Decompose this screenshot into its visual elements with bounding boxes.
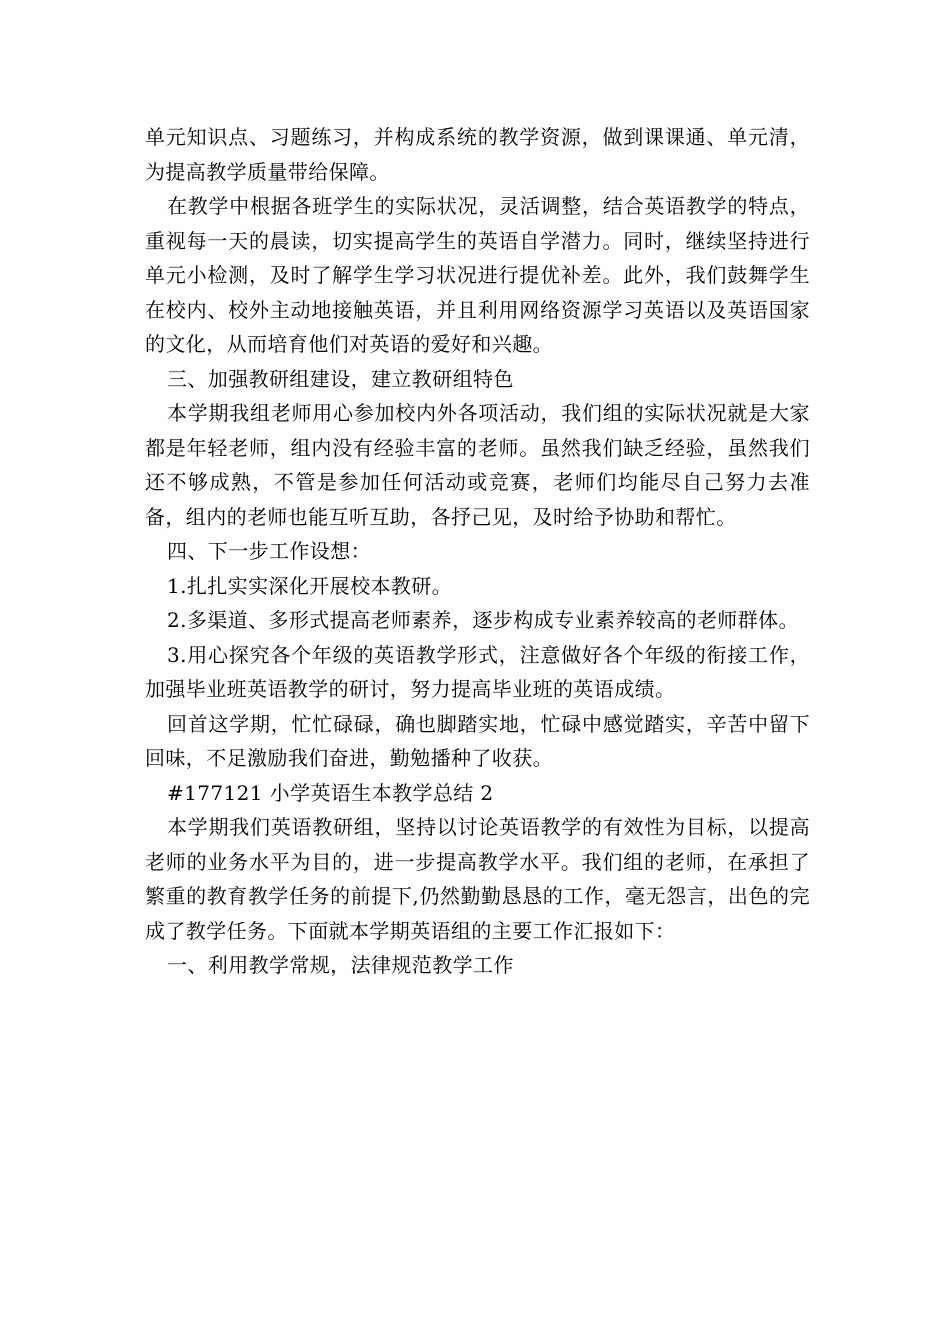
paragraph-intro-2: 本学期我们英语教研组，坚持以讨论英语教学的有效性为目标，以提高老师的业务水平为目的，进一步提高教学水平。我们组的老师，在承担了繁重的教育教学任务的前提下,仍然勤勤恳恳的工作，毫无怨言，出色的完成了教学任务。下面就本学期英语组的主要工作汇报如下： (145, 815, 810, 943)
list-item-2: 2.多渠道、多形式提高老师素养，逐步构成专业素养较高的老师群体。 (167, 608, 799, 632)
paragraph-teaching-practice: 在教学中根据各班学生的实际状况，灵活调整，结合英语教学的特点，重视每一天的晨读，切实提高学生的英语自学潜力。同时，继续坚持进行单元小检测，及时了解学生学习状况进行提优补差。此外，我们鼓舞学生在校内、校外主动地接触英语，并且利用网络资源学习英语以及英语国家的文化，从而培育他们对英语的爱好和兴趣。 (145, 194, 810, 356)
paragraph-team-activities: 本学期我组老师用心参加校内外各项活动，我们组的实际状况就是大家都是年轻老师，组内没有经验丰富的老师。虽然我们缺乏经验，虽然我们还不够成熟，不管是参加任何活动或竞赛，老师们均能尽自己努力去准备，组内的老师也能互听互助，各抒己见，及时给予协助和帮忙。 (145, 401, 810, 529)
document-subtitle: #177121 小学英语生本教学总结 2 (167, 780, 494, 805)
paragraph-summary: 回首这学期，忙忙碌碌，确也脚踏实地，忙碌中感觉踏实，辛苦中留下回味，不足激励我们奋进，勤勉播种了收获。 (145, 711, 810, 770)
section-heading-4: 四、下一步工作设想： (167, 539, 371, 563)
section-heading-1: 一、利用教学常规，法律规范教学工作 (167, 953, 514, 977)
section-heading-3: 三、加强教研组建设，建立教研组特色 (167, 366, 514, 391)
paragraph-continuation: 单元知识点、习题练习，并构成系统的教学资源，做到课课通、单元清，为提高教学质量带给保障。 (145, 125, 810, 184)
list-item-3: 3.用心探究各个年级的英语教学形式，注意做好各个年级的衔接工作，加强毕业班英语教学的研讨，努力提高毕业班的英语成绩。 (145, 642, 810, 701)
document-body (145, 120, 810, 983)
list-item-1: 1.扎扎实实深化开展校本教研。 (167, 573, 453, 598)
